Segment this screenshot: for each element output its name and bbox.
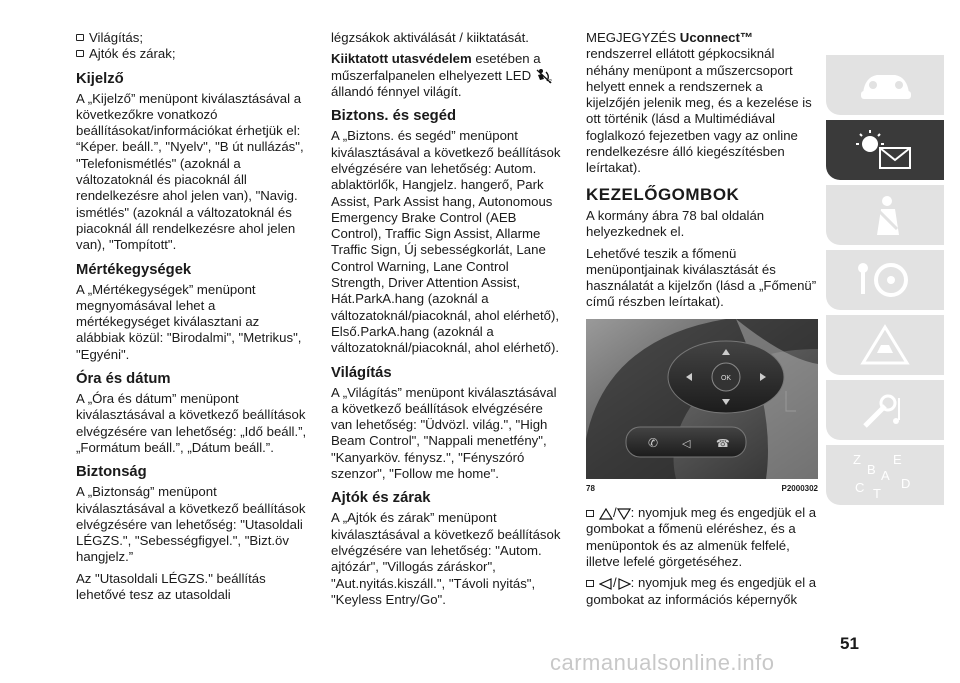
paragraph: A kormány ábra 78 bal oldalán helyezkednek el.: [586, 207, 765, 240]
paragraph: A „Biztons. és segéd” menüpont kiválasztásával a következő beállítások elvégzésére van lehetőség: Autom. ablaktörlők, Hangjelz. hangerő, Park Assist, Park Assist hang, Autonomous Emergency Brake Control (AEB Control), Traffic Sign Assist, Allarme Traffic Sign, Új sebességkorlát, Lane Control Warning, Lane Control Strength, Driver Attention Assist, Hát.ParkA.hang (azoknál a változatoknál/piacoknál, ahol elérhető), Első.ParkA.hang (azoknál a változatoknál/piacoknál, ahol elérhető).: [331, 128, 561, 356]
bullet-square-icon: [586, 510, 594, 517]
paragraph: A „Biztonság” menüpont kiválasztásával a következő beállítások elvégzésére van lehetőség: "Utasoldali LÉGZS.", "Sebességfigyel.", "Bizt.öv hangjelz.”: [76, 484, 306, 565]
light-envelope-icon: [850, 128, 920, 173]
paragraph: MEGJEGYZÉS Uconnect™ rendszerrel ellátott gépkocsiknál néhány menüpont a műszercsoport helyett ennek a rendszernek a kijelzőjén jelenik meg, és a kezelése is ott történik (lásd a Multimédiával foglalkozó fejezetben vagy az online rendelkezésre álló kiegészítésben leírtakat).: [586, 30, 812, 176]
airbag-off-icon: [535, 68, 553, 84]
column-1: [76, 30, 308, 608]
paragraph: Az "Utasoldali LÉGZS." beállítás lehetővé tesz az utasoldali: [76, 570, 266, 603]
paragraph: / : nyomjuk meg és engedjük el a gombokat a főmenü eléréshez, és a menüpontok és az almenük felfelé, illetve lefelé görgetéséhez.: [586, 505, 817, 569]
steering-wheel-figure: [586, 319, 818, 479]
column-2: [331, 30, 563, 613]
paragraph: A „Világítás” menüpont kiválasztásával a következő beállítások elvégzésére van lehetőség: "Üdvözl. világ.", "High Beam Control", "Nappali menetfény", "Kanyarköv. fénysz.", "Fényszóró szenzor", "Follow me home".: [331, 384, 557, 482]
triangle-right-icon: [617, 578, 631, 590]
steering-key-icon: [855, 258, 915, 303]
hangup-icon[interactable]: ☎: [716, 436, 730, 450]
tab-maintenance[interactable]: [826, 380, 944, 440]
alphabet-index-icon: [845, 450, 925, 500]
tab-lights-info[interactable]: [826, 120, 944, 180]
paragraph: A „Óra és dátum” menüpont kiválasztásával a következő beállítások elvégzésére van lehetőség: „Idő beáll.”, „Formátum beáll.”, „Dátum beáll.”.: [76, 391, 307, 455]
section-heading: KEZELŐGOMBOK: [586, 184, 740, 204]
seatbelt-person-icon: [855, 193, 915, 238]
warning-car-icon: [855, 323, 915, 368]
section-heading: Kijelző: [76, 70, 124, 87]
page-number: 51: [840, 634, 859, 653]
svg-text:D: D: [901, 476, 911, 491]
tab-dashboard[interactable]: [826, 55, 944, 115]
triangle-left-icon: [599, 578, 613, 590]
bullet-square-icon: [76, 34, 84, 41]
wrench-music-icon: [855, 388, 915, 433]
paragraph: A „Kijelző” menüpont kiválasztásával a következőkre vonatkozó beállításokat/információkat érhetjük el: “Képer. beáll.”, "Nyelv", "B út nullázás", "Telefonismétlés" (azoknál a változatoknál és piacoknál áll rendelkezésre ahol jelen van), "Navig. ismétlés" (azoknál a változatoknál és piacoknál áll rendelkezésre ahol jelen van), "Tompított".: [76, 90, 304, 253]
paragraph: / : nyomjuk meg és engedjük el a gombokat az információs képernyők: [586, 575, 817, 607]
paragraph: A „Mértékegységek” menüpont megnyomásával lehet a mértékegységet kiválasztani az alábbiak közül: "Birodalmi", "Metrikus", "Egyéni".: [76, 281, 302, 362]
watermark: carmanualsonline.info: [550, 650, 775, 675]
svg-text:T: T: [873, 486, 881, 500]
section-heading: Biztonság: [76, 464, 147, 481]
section-heading: Mértékegységek: [76, 261, 192, 278]
svg-text:A: A: [881, 468, 890, 483]
svg-text:C: C: [855, 480, 865, 495]
tab-index[interactable]: [826, 445, 944, 505]
paragraph: Lehetővé teszik a főmenü menüpontjainak kiválasztását és használatát a kijelzőn (lásd a „Főmenü” című részben leírtakat).: [586, 245, 817, 310]
ok-label: OK: [720, 374, 732, 382]
phone-icon[interactable]: ✆: [648, 435, 659, 450]
paragraph: Kiiktatott utasvédelem esetében a műszerfalpanelen elhelyezett LED 2 állandó fénnyel világít.: [331, 51, 552, 100]
tab-starting-driving[interactable]: [826, 250, 944, 310]
list-item: Ajtók és zárak;: [76, 46, 308, 62]
section-heading: Ajtók és zárak: [331, 490, 431, 507]
section-heading: Biztons. és segéd: [331, 108, 456, 125]
car-dashboard-icon: [855, 65, 915, 105]
column-3: [586, 30, 818, 613]
triangle-up-icon: [599, 508, 613, 520]
triangle-down-icon: [617, 508, 631, 520]
voice-icon[interactable]: ◁: [682, 436, 691, 450]
figure-caption: 78 P2000302: [586, 483, 818, 493]
steering-wheel-controls-image: [586, 319, 818, 479]
svg-text:B: B: [867, 462, 876, 477]
bullet-square-icon: [586, 580, 594, 587]
section-heading: Óra és dátum: [76, 371, 171, 388]
bullet-square-icon: [76, 50, 84, 57]
tab-emergency[interactable]: [826, 315, 944, 375]
list-item: Világítás;: [76, 30, 308, 46]
chapter-tabs: [826, 55, 946, 510]
paragraph: A „Ajtók és zárak” menüpont kiválasztásával a következő beállítások elvégzésére van lehetőség: "Autom. ajtózár", "Villogás záráskor", "Aut.nyitás.kiszáll.", "Távoli nyitás", "Keyless Entry/Go".: [331, 510, 561, 607]
svg-text:Z: Z: [853, 452, 861, 467]
tab-safety[interactable]: [826, 185, 944, 245]
svg-text:E: E: [893, 452, 902, 467]
paragraph: légzsákok aktiválását / kiiktatását.: [331, 30, 529, 45]
section-heading: Világítás: [331, 364, 392, 381]
svg-text:2: 2: [548, 79, 552, 85]
